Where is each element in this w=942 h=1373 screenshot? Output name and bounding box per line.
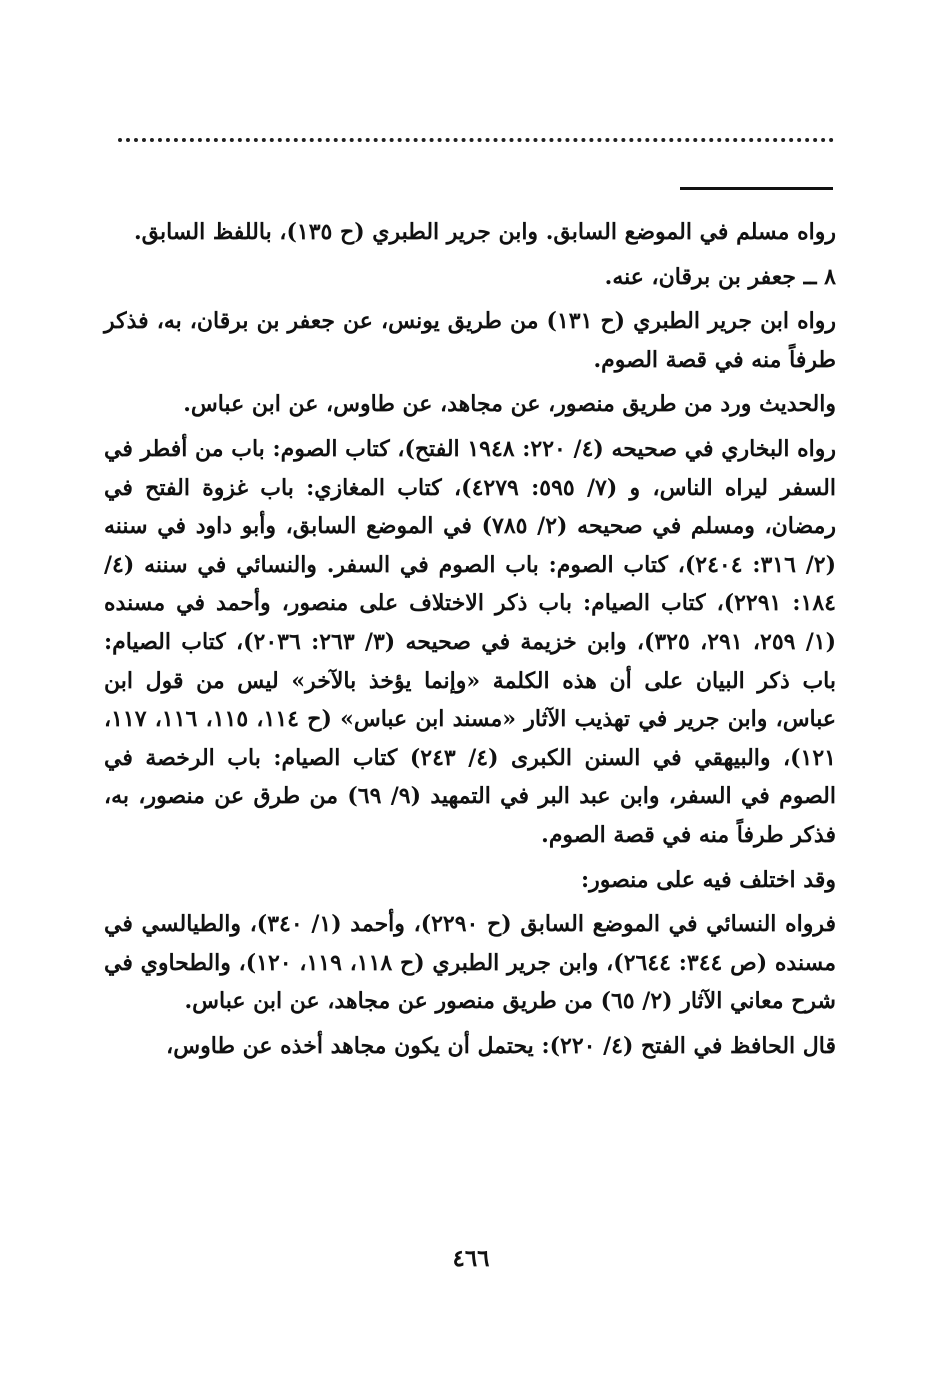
paragraph: والحديث ورد من طريق منصور، عن مجاهد، عن طاوس، عن ابن عباس. (183, 391, 836, 418)
page-number: ٤٦٦ (452, 1245, 490, 1272)
paragraph: فرواه النسائي في الموضع السابق (ح ٢٢٩٠)، وأحمد (١/ ٣٤٠)، والطيالسي في مسنده (ص ٣٤٤: ٢٦٤٤)، وابن جرير الطبري (ح ١١٨، ١١٩، ١٢٠)، والطحاوي في شرح معاني الآثار (٢/ ٦٥) من طريق منصور عن مجاهد، عن ابن عباس. (104, 911, 837, 1015)
paragraph: رواه البخاري في صحيحه (٤/ ٢٢٠: ١٩٤٨ الفتح)، كتاب الصوم: باب من أفطر في السفر ليراه الناس، و (٧/ ٥٩٥: ٤٢٧٩)، كتاب المغازي: باب غزوة الفتح في رمضان، ومسلم في صحيحه (٢/ ٧٨٥) في الموضع السابق، وأبو داود في سننه (٢/ ٣١٦: ٢٤٠٤)، كتاب الصوم: باب الصوم في السفر. والنسائي في سننه (٤/ ١٨٤: ٢٢٩١)، كتاب الصيام: باب ذكر الاختلاف على منصور، وأحمد في مسنده (١/ ٢٥٩، ٢٩١، ٣٢٥)، وابن خزيمة في صحيحه (٣/ ٢٦٣: ٢٠٣٦)، كتاب الصيام: باب ذكر البيان على أن هذه الكلمة «وإنما يؤخذ بالآخر» ليس من قول ابن عباس، وابن جرير في تهذيب الآثار «مسند ابن عباس» (ح ١١٤، ١١٥، ١١٦، ١١٧، ١٢١)، والبيهقي في السنن الكبرى (٤/ ٢٤٣) كتاب الصيام: باب الرخصة في الصوم في السفر، وابن عبد البر في التمهيد (٩/ ٦٩) من طرق عن منصور، به، فذكر طرفاً منه في قصة الصوم. (104, 435, 837, 848)
footnote-rule (680, 187, 833, 190)
dotted-separator (118, 118, 834, 142)
paragraph: قال الحافظ في الفتح (٤/ ٢٢٠): يحتمل أن يكون مجاهد أخذه عن طاوس، (166, 1032, 836, 1059)
paragraph: وقد اختلف فيه على منصور: (580, 866, 836, 893)
paragraph: ٨ ــ جعفر بن برقان، عنه. (604, 263, 836, 290)
footnote-text (104, 213, 836, 1071)
paragraph: رواه مسلم في الموضع السابق. وابن جرير الطبري (ح ١٣٥)، باللفظ السابق. (133, 219, 836, 245)
paragraph: رواه ابن جرير الطبري (ح ١٣١) من طريق يونس، عن جعفر بن برقان، به، فذكر طرفاً منه في قصة الصوم. (104, 308, 836, 373)
